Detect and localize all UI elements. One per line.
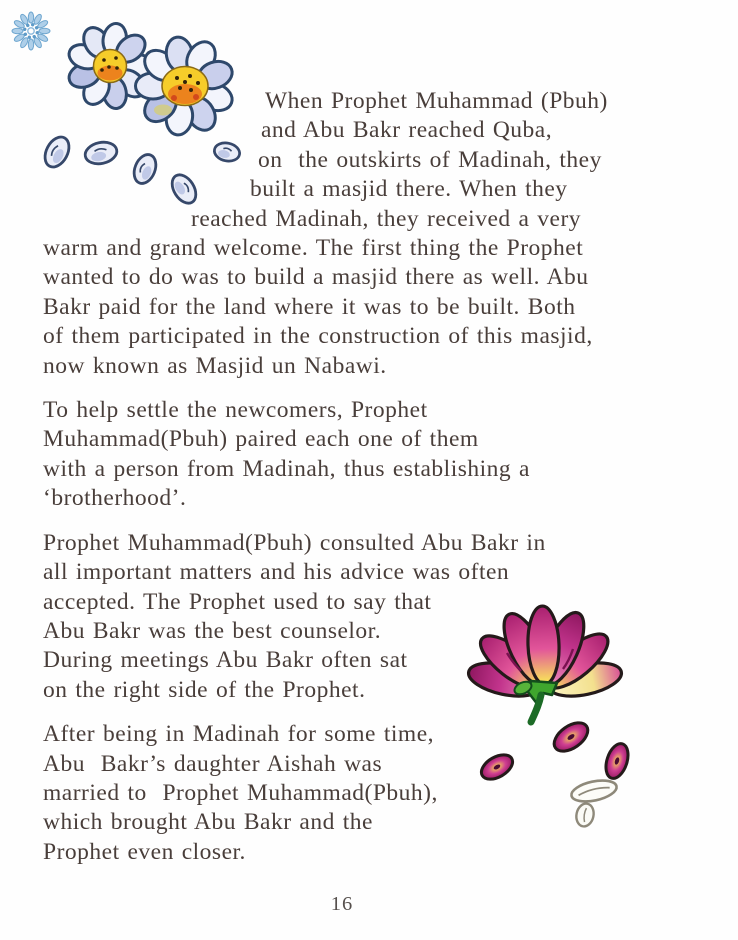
text-line: which brought Abu Bakr and the [43, 809, 373, 836]
text-line: built a masjid there. When they [250, 176, 568, 203]
text-line: married to Prophet Muhammad(Pbuh), [43, 779, 438, 806]
text-line: and Abu Bakr reached Quba, [261, 117, 553, 144]
pink-flower-illustration [455, 595, 665, 845]
text-line: When Prophet Muhammad (Pbuh) [265, 88, 608, 114]
text-line: Bakr paid for the land where it was to be built. Both [43, 293, 576, 320]
text-line: warm and grand welcome. The first thing the Prophet [43, 235, 584, 262]
paragraph-2 [43, 396, 711, 514]
text-line: all important matters and his advice was often [43, 559, 510, 586]
text-line: wanted to do was to build a masjid there as well. Abu [43, 264, 589, 291]
text-line: on the right side of the Prophet. [43, 676, 366, 703]
text-line: reached Madinah, they received a very [191, 205, 582, 232]
text-line: accepted. The Prophet used to say that [43, 588, 432, 615]
page-number: 16 [330, 893, 354, 915]
text-line: To help settle the newcomers, Prophet [43, 397, 428, 424]
text-line: with a person from Madinah, thus establishing a [43, 455, 530, 482]
text-line: After being in Madinah for some time, [43, 721, 435, 748]
pink-flower-svg [455, 595, 665, 840]
text-line: Abu Bakr’s daughter Aishah was [43, 750, 383, 777]
text-line: During meetings Abu Bakr often sat [43, 647, 408, 674]
gray-seed-icon [570, 777, 619, 828]
text-line: Muhammad(Pbuh) paired each one of them [43, 426, 479, 453]
text-line: Prophet Muhammad(Pbuh) consulted Abu Bakr in [43, 529, 546, 556]
text-line: Prophet even closer. [43, 838, 246, 865]
paragraph-1 [43, 87, 711, 381]
text-line: of them participated in the construction of this masjid, [43, 323, 593, 350]
text-line: ‘brotherhood’. [43, 485, 187, 512]
text-line: now known as Masjid un Nabawi. [43, 352, 387, 379]
text-line: Abu Bakr was the best counselor. [43, 617, 382, 644]
text-line: on the outskirts of Madinah, they [258, 146, 602, 173]
petal-pod-icon [477, 717, 632, 784]
